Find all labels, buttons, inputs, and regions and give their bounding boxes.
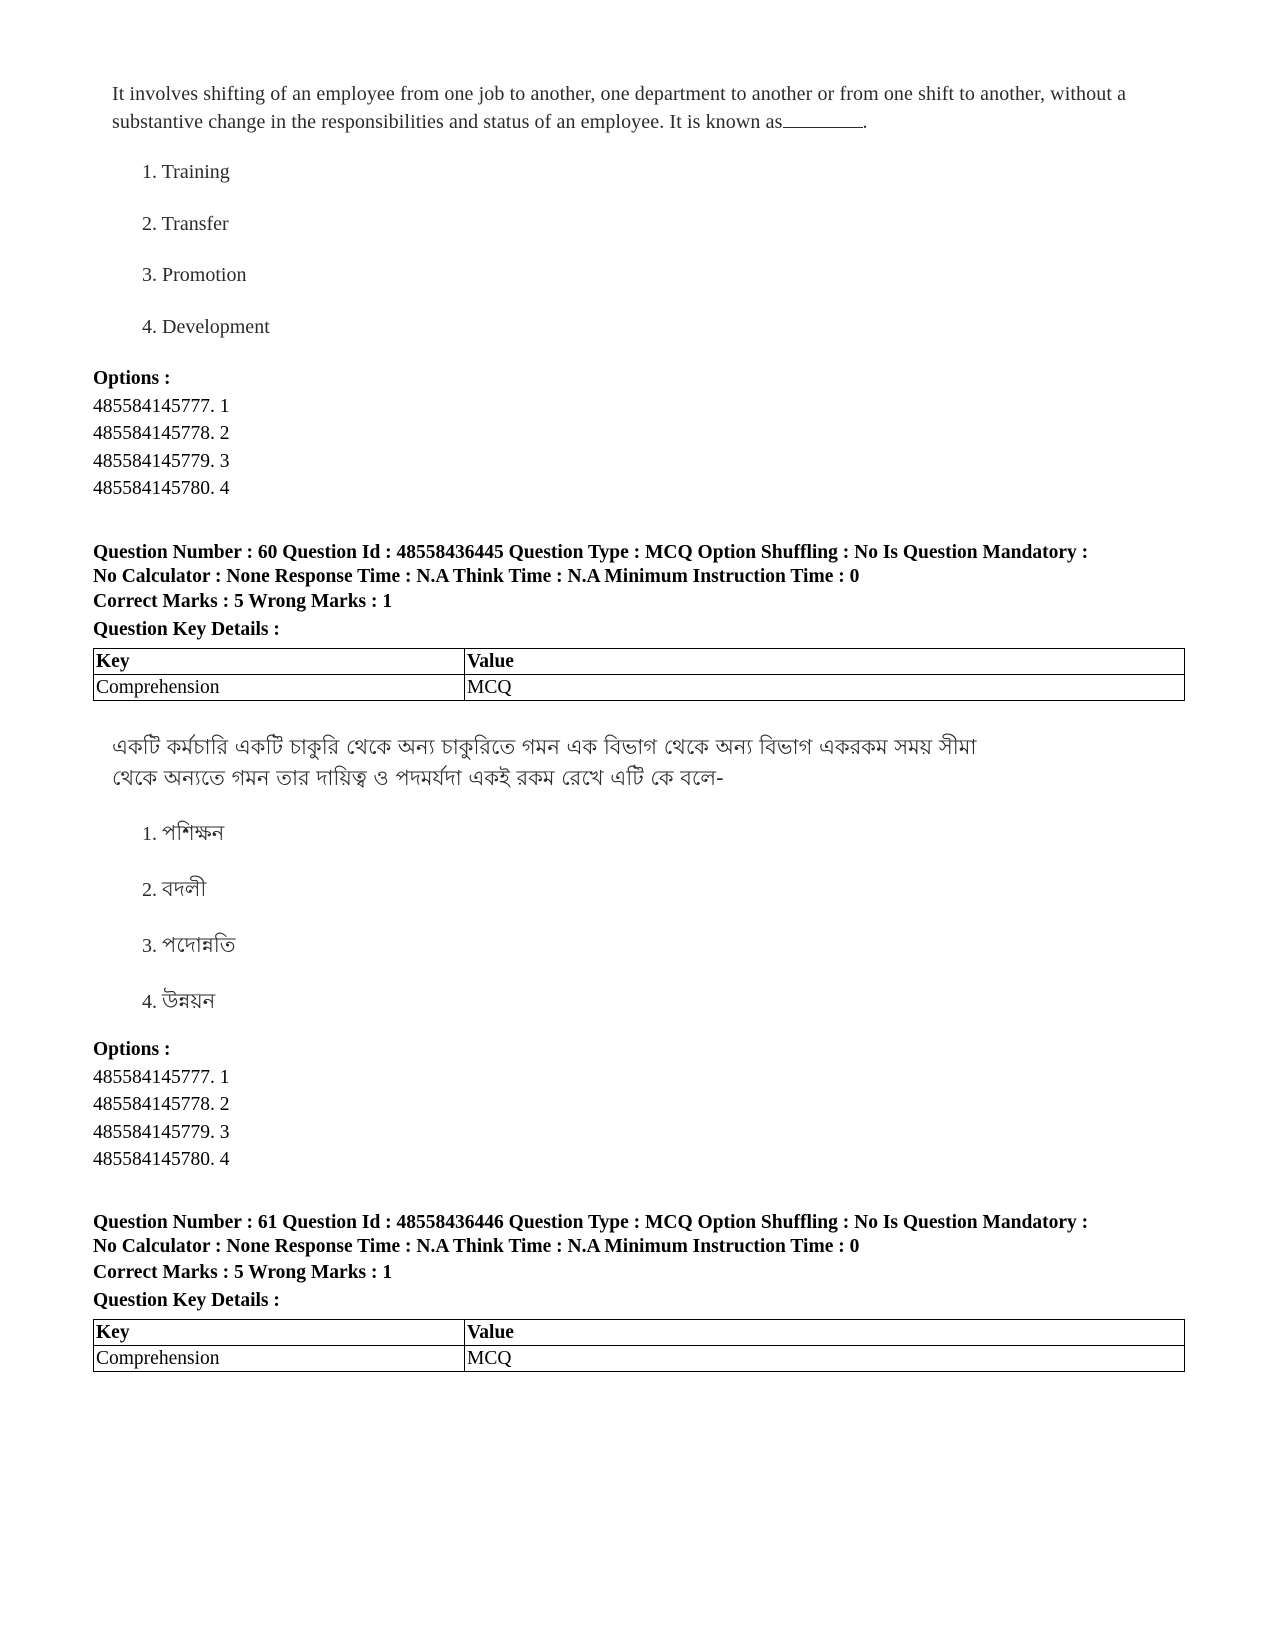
question-61-marks: Correct Marks : 5 Wrong Marks : 1 <box>93 1262 393 1283</box>
option-text: পদোন্নতি <box>162 933 236 957</box>
question-61-meta-line-2: No Calculator : None Response Time : N.A Think Time : N.A Minimum Instruction Time : 0 <box>93 1236 860 1257</box>
table-cell-key: Comprehension <box>94 1346 465 1372</box>
question-61-key-table <box>93 1319 1185 1372</box>
stem-end: . <box>862 111 868 133</box>
question-60-meta-line-1: Question Number : 60 Question Id : 48558436445 Question Type : MCQ Option Shuffling : No Is Question Mandatory : <box>93 542 1089 563</box>
question-59-option-2: 2. Transfer <box>142 213 229 235</box>
table-header-value: Value <box>465 649 1185 675</box>
option-id-line: 485584145779. 3 <box>93 451 230 472</box>
question-60-option-2 <box>142 873 206 908</box>
question-60-option-3 <box>142 929 236 964</box>
option-id-line: 485584145778. 2 <box>93 423 230 444</box>
option-text: উন্নয়ন <box>162 989 216 1013</box>
options-label: Options : <box>93 368 171 389</box>
option-id-line: 485584145777. 1 <box>93 396 230 417</box>
question-60-image <box>112 733 1142 1023</box>
table-header-key: Key <box>94 649 465 675</box>
question-60-option-1 <box>142 817 224 852</box>
table-header-row <box>94 649 1185 675</box>
question-60-meta-line-2: No Calculator : None Response Time : N.A Think Time : N.A Minimum Instruction Time : 0 <box>93 566 860 587</box>
question-60-text-line-1: একটি কর্মচারি একটি চাকুরি থেকে অন্য চাকুরিতে গমন এক বিভাগ থেকে অন্য বিভাগ একরকম সময় সীমা <box>112 735 977 759</box>
option-number: 3. <box>142 935 157 957</box>
answer-blank <box>783 111 863 128</box>
table-cell-value: MCQ <box>465 675 1185 701</box>
option-id-line: 485584145778. 2 <box>93 1094 230 1115</box>
options-label: Options : <box>93 1039 171 1060</box>
option-id-line: 485584145780. 4 <box>93 1149 230 1170</box>
question-60-option-4 <box>142 985 215 1020</box>
table-row <box>94 1346 1185 1372</box>
option-id-line: 485584145779. 3 <box>93 1122 230 1143</box>
option-number: 1. <box>142 823 157 845</box>
question-59-option-4: 4. Development <box>142 316 270 338</box>
question-59-image <box>112 80 1142 350</box>
question-59-option-3: 3. Promotion <box>142 264 247 286</box>
table-cell-value: MCQ <box>465 1346 1185 1372</box>
question-60-text-line-2: থেকে অন্যতে গমন তার দায়িত্ব ও পদমর্যদা একই রকম রেখে এটি কে বলে- <box>112 766 724 790</box>
option-text: পশিক্ষন <box>162 821 225 845</box>
question-61-meta-line-1: Question Number : 61 Question Id : 48558436446 Question Type : MCQ Option Shuffling : No Is Question Mandatory : <box>93 1212 1089 1233</box>
question-60-key-details-label: Question Key Details : <box>93 619 280 640</box>
option-id-line: 485584145777. 1 <box>93 1067 230 1088</box>
option-number: 4. <box>142 991 157 1013</box>
table-header-value: Value <box>465 1320 1185 1346</box>
question-60-marks: Correct Marks : 5 Wrong Marks : 1 <box>93 591 393 612</box>
option-id-line: 485584145780. 4 <box>93 478 230 499</box>
table-row <box>94 675 1185 701</box>
table-header-row <box>94 1320 1185 1346</box>
question-61-meta <box>93 1211 1193 1259</box>
option-number: 2. <box>142 879 157 901</box>
question-59-option-1: 1. Training <box>142 161 230 183</box>
question-60-key-table <box>93 648 1185 701</box>
table-header-key: Key <box>94 1320 465 1346</box>
question-59-text <box>112 80 1142 136</box>
question-61-key-details-label: Question Key Details : <box>93 1290 280 1311</box>
question-60-meta <box>93 541 1193 589</box>
question-59-stem: It involves shifting of an employee from one job to another, one department to another or from one shift to another, without a substantive change in the responsibilities and status of an employee. It is known as <box>112 83 1127 133</box>
table-cell-key: Comprehension <box>94 675 465 701</box>
option-text: বদলী <box>162 877 207 901</box>
